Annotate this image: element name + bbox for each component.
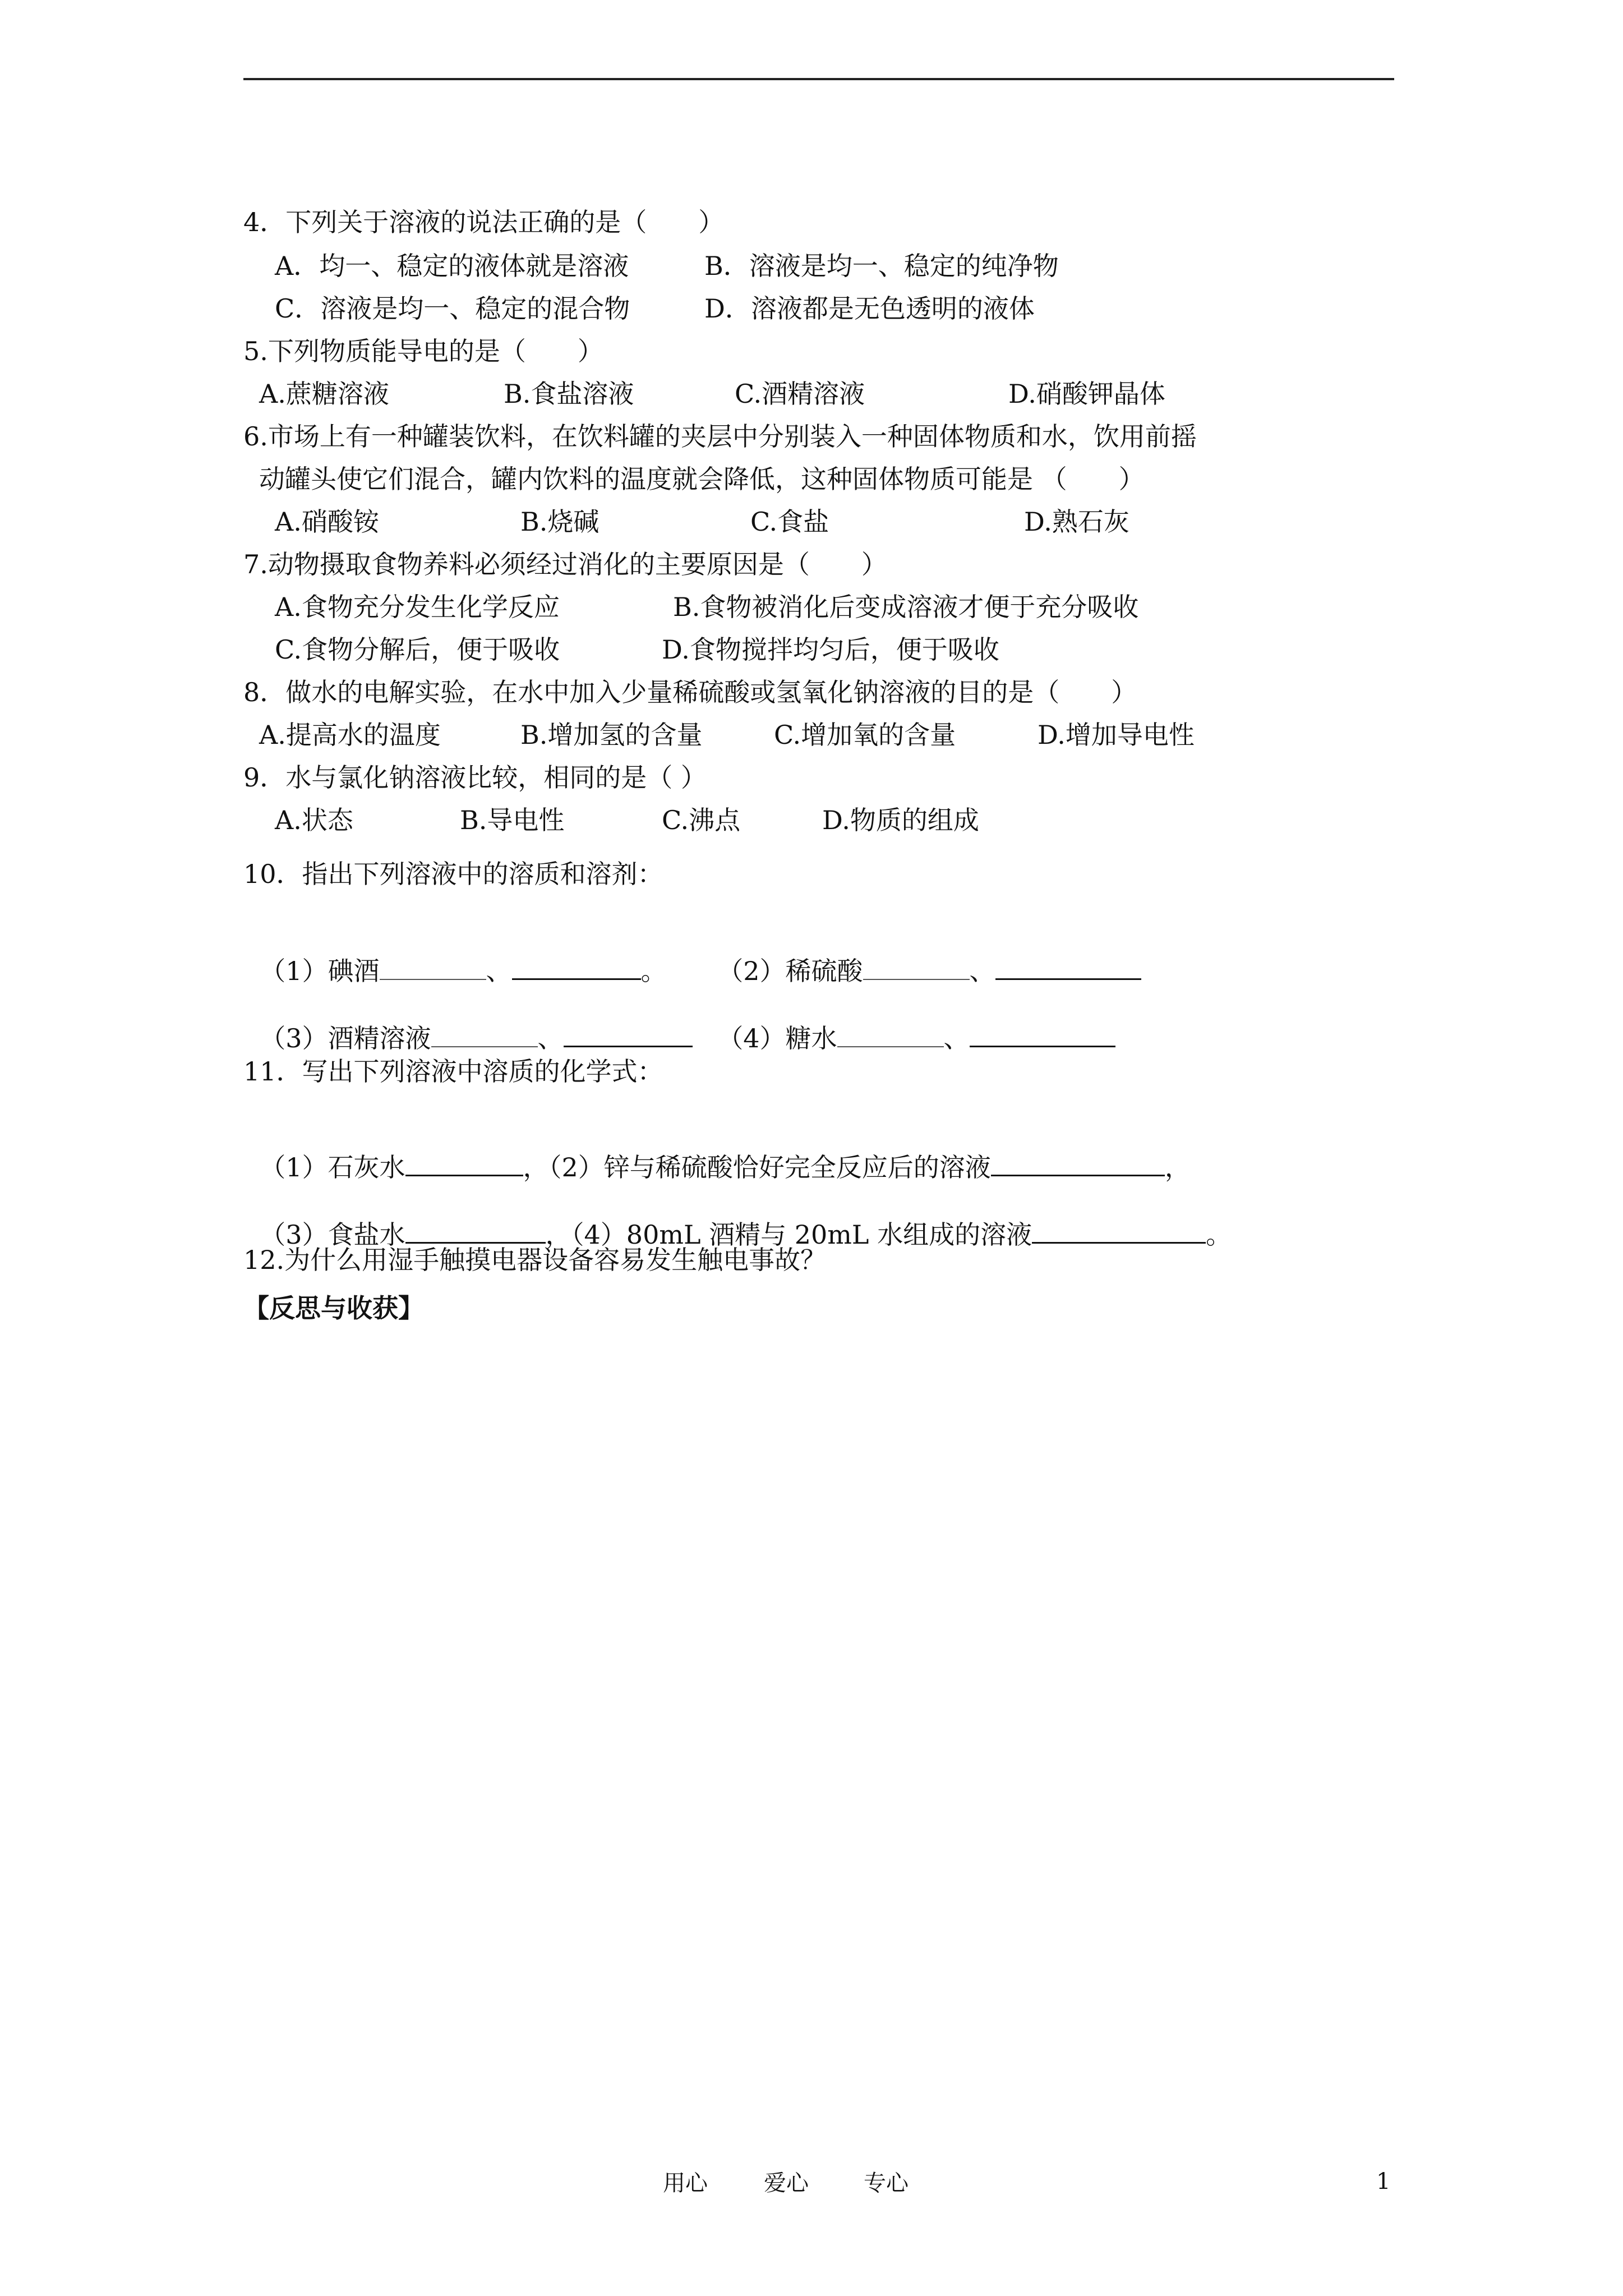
reflection-heading: 【反思与收获】 [243,1293,424,1323]
q10-stem: 10．指出下列溶液中的溶质和溶剂： [243,859,663,889]
q4-option-c: C．溶液是均一、稳定的混合物 [275,293,630,324]
q11-blank-3[interactable] [405,1217,546,1244]
q10-row-4 [701,987,1115,1055]
q9-option-d: D.物质的组成 [822,805,979,835]
q8-option-b: B.增加氢的含量 [520,720,703,750]
q10-blank-solute-4[interactable] [837,1022,944,1047]
q4-stem: 4．下列关于溶液的说法正确的是（ ） [243,207,725,237]
q11-label-zinc-solution: （2）锌与稀硫酸恰好完全反应后的溶液 [548,1152,991,1182]
q10-sep: 、 [969,956,995,986]
q10-label-dilute-sulfuric-acid: （2）稀硫酸 [717,956,863,986]
q6-stem-line2: 动罐头使它们混合，罐内饮料的温度就会降低，这种固体物质可能是 （ ） [259,464,1145,494]
q10-blank-solute-1[interactable] [380,954,486,980]
q10-blank-solvent-3[interactable] [564,1021,693,1047]
q9-stem: 9．水与氯化钠溶液比较，相同的是（ ） [243,762,707,793]
q5-stem: 5.下列物质能导电的是（ ） [243,336,603,366]
q10-blank-solute-3[interactable] [431,1022,538,1047]
q7-stem: 7.动物摄取食物养料必须经过消化的主要原因是（ ） [243,549,887,579]
footer-text-b: 爱心 [764,2170,809,2196]
q10-blank-solute-2[interactable] [863,954,970,980]
q10-sep: 、 [943,1023,970,1053]
page-number: 1 [1376,2169,1391,2194]
footer-text-c: 专心 [864,2170,909,2196]
q11-blank-1[interactable] [405,1150,523,1176]
q11-comma: ， [1164,1152,1191,1182]
q10-period: 。 [640,956,667,986]
q11-blank-4[interactable] [1032,1217,1206,1244]
q10-sep: 、 [537,1023,564,1053]
q4-option-d: D．溶液都是无色透明的液体 [704,293,1035,324]
footer-text-a: 用心 [663,2170,708,2196]
q10-label-alcohol-solution: （3）酒精溶液 [260,1023,431,1053]
q6-option-c: C.食盐 [750,507,829,537]
q5-option-d: D.硝酸钾晶体 [1008,379,1165,409]
q11-row-2 [243,1184,1232,1251]
q7-option-c: C.食物分解后，便于吸收 [275,634,560,665]
q11-label-alcohol-water: （4）80mL 酒精与 20mL 水组成的溶液 [571,1220,1032,1250]
q8-option-c: C.增加氧的含量 [774,720,956,750]
q8-option-d: D.增加导电性 [1038,720,1195,750]
q11-label-limewater: （1）石灰水 [260,1152,405,1182]
q10-row-2 [701,920,1141,988]
header-rule [243,78,1394,80]
q7-option-a: A.食物充分发生化学反应 [275,592,560,622]
q11-label-salt-water: （3）食盐水 [260,1220,405,1250]
q11-period: 。 [1206,1220,1232,1250]
q10-label-sugar-water: （4）糖水 [717,1023,837,1053]
q10-label-iodine-tincture: （1）碘酒 [260,956,380,986]
q7-option-b: B.食物被消化后变成溶液才便于充分吸收 [673,592,1139,622]
q11-comma: ， [523,1152,549,1182]
q10-blank-solvent-2[interactable] [995,954,1141,980]
q8-stem: 8．做水的电解实验，在水中加入少量稀硫酸或氢氧化钠溶液的目的是（ ） [243,677,1137,707]
q6-option-a: A.硝酸铵 [275,507,379,537]
q9-option-c: C.沸点 [662,805,741,835]
q12-stem: 12.为什么用湿手触摸电器设备容易发生触电事故？ [243,1245,827,1275]
q5-option-b: B.食盐溶液 [504,379,634,409]
q7-option-d: D.食物搅拌均匀后，便于吸收 [662,634,999,665]
q11-comma: ， [545,1220,571,1250]
q10-sep: 、 [486,956,512,986]
q10-blank-solvent-1[interactable] [512,954,641,980]
q9-option-a: A.状态 [275,805,353,835]
q10-blank-solvent-4[interactable] [970,1021,1115,1047]
q11-blank-2[interactable] [991,1150,1165,1176]
q6-option-d: D.熟石灰 [1024,507,1129,537]
q10-row-3 [243,987,693,1055]
q8-option-a: A.提高水的温度 [259,720,441,750]
q5-option-c: C.酒精溶液 [735,379,865,409]
q11-stem: 11．写出下列溶液中溶质的化学式： [243,1056,663,1087]
q6-stem-line1: 6.市场上有一种罐装饮料，在饮料罐的夹层中分别装入一种固体物质和水，饮用前摇 [243,421,1197,452]
q5-option-a: A.蔗糖溶液 [259,379,389,409]
q4-option-b: B．溶液是均一、稳定的纯净物 [704,251,1059,281]
q9-option-b: B.导电性 [460,805,565,835]
q6-option-b: B.烧碱 [520,507,600,537]
q10-row-1 [243,920,667,988]
q4-option-a: A．均一、稳定的液体就是溶液 [275,251,629,281]
q11-row-1 [243,1116,1191,1184]
